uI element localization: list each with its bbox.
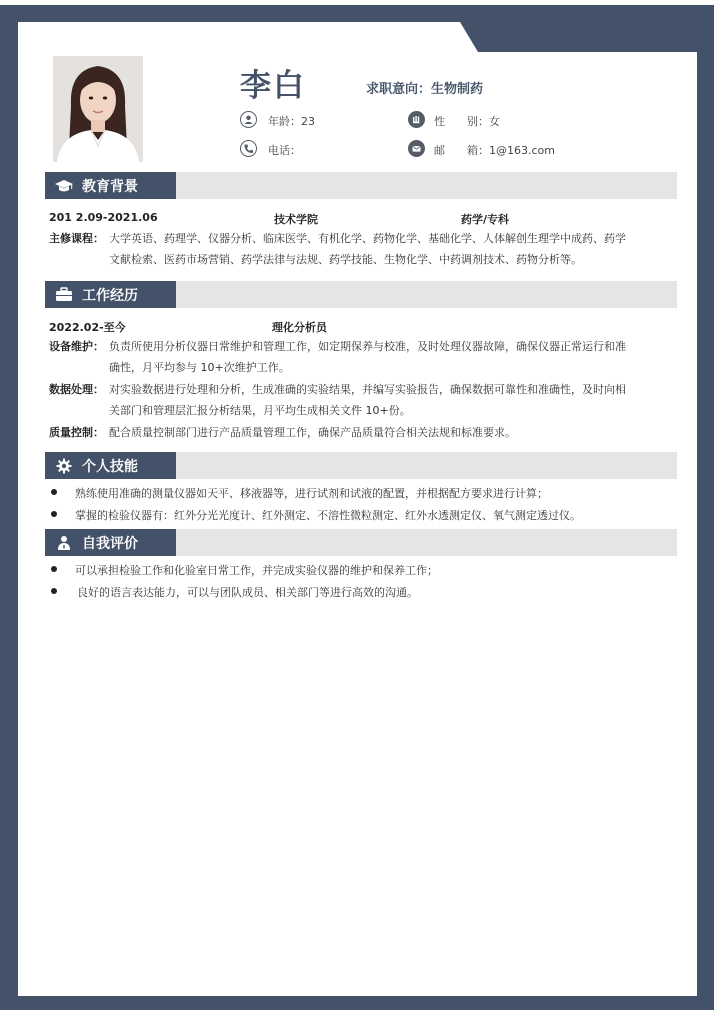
email-field [434, 142, 555, 158]
work-item [49, 422, 679, 443]
edu-courses [49, 228, 679, 270]
phone-icon [240, 140, 257, 157]
age-label: 年龄： [268, 115, 301, 128]
section-education-tab [45, 172, 176, 199]
edu-school: 技术学院 [274, 213, 318, 226]
portrait-image [53, 56, 143, 162]
section-self-tab [45, 529, 176, 556]
email-icon [408, 140, 425, 157]
job-intent-value: 生物制药 [431, 82, 484, 97]
bullet-dot [51, 588, 57, 594]
job-intent [366, 78, 483, 97]
work-period: 2022.02-至今 [49, 321, 126, 334]
phone-field [268, 142, 301, 158]
work-item-line2: 关部门和管理层汇报分析结果，月平均生成相关文件 10+份。 [109, 404, 411, 417]
skill-item: 掌握的检验仪器有：红外分光光度计、红外测定、不溶性微粒测定、红外水透测定仪、氧气测定透过仪。 [75, 509, 581, 522]
bullet-dot [51, 489, 57, 495]
work-item-line2: 确性，月平均参与 10+次维护工作。 [109, 361, 290, 374]
section-self-title: 自我评价 [82, 535, 138, 552]
user-icon [240, 111, 257, 128]
section-skills [45, 452, 677, 479]
gender-icon [408, 111, 425, 128]
corner-decoration [460, 22, 714, 52]
section-education [45, 172, 677, 199]
profile-photo [53, 56, 143, 162]
job-intent-label: 求职意向： [366, 82, 432, 97]
briefcase-icon [54, 287, 74, 303]
gear-icon [54, 458, 74, 474]
bullet-dot [51, 566, 57, 572]
age-value: 23 [301, 115, 315, 128]
candidate-name: 李白 [240, 68, 306, 104]
work-item-label: 质量控制： [49, 426, 104, 439]
age-field [268, 113, 315, 129]
work-item-line1: 负责所使用分析仪器日常维护和管理工作，如定期保养与校准，及时处理仪器故障，确保仪器正常运行和准 [109, 340, 626, 353]
work-position: 理化分析员 [272, 321, 327, 334]
section-self [45, 529, 677, 556]
work-item [49, 379, 679, 421]
person-icon [54, 535, 74, 551]
email-value: 1@163.com [489, 144, 555, 157]
top-strip [0, 0, 714, 5]
section-work-title: 工作经历 [82, 287, 138, 304]
graduation-cap-icon [54, 178, 74, 194]
section-work-tab [45, 281, 176, 308]
section-education-title: 教育背景 [82, 178, 138, 195]
section-work [45, 281, 677, 308]
work-item-label: 设备维护： [49, 340, 104, 353]
phone-label: 电话： [268, 144, 301, 157]
email-label: 邮 箱： [434, 144, 489, 157]
section-skills-title: 个人技能 [82, 458, 138, 475]
edu-major: 药学/专科 [461, 213, 510, 226]
section-skills-tab [45, 452, 176, 479]
gender-value: 女 [489, 115, 500, 128]
edu-courses-line1: 大学英语、药理学、仪器分析、临床医学、有机化学、药物化学、基础化学、人体解创生理学中成药、药学 [109, 232, 626, 245]
work-item-label: 数据处理： [49, 383, 104, 396]
self-item: 良好的语言表达能力，可以与团队成员、相关部门等进行高效的沟通。 [77, 586, 418, 599]
edu-courses-line2: 文献检索、医药市场营销、药学法律与法规、药学技能、生物化学、中药调剂技术、药物分析等。 [109, 253, 582, 266]
work-item-line1: 配合质量控制部门进行产品质量管理工作，确保产品质量符合相关法规和标准要求。 [109, 426, 516, 439]
gender-label: 性 别： [434, 115, 489, 128]
edu-courses-label: 主修课程： [49, 232, 104, 245]
self-item: 可以承担检验工作和化验室日常工作，并完成实验仪器的维护和保养工作； [75, 564, 438, 577]
bullet-dot [51, 511, 57, 517]
edu-period: 201 2.09-2021.06 [49, 211, 158, 224]
work-item-line1: 对实验数据进行处理和分析，生成准确的实验结果，并编写实验报告，确保数据可靠性和准确性，及时向相 [109, 383, 626, 396]
work-item [49, 336, 679, 378]
gender-field [434, 113, 500, 129]
skill-item: 熟练使用准确的测量仪器如天平、移液器等，进行试剂和试液的配置，并根据配方要求进行计算； [75, 487, 548, 500]
